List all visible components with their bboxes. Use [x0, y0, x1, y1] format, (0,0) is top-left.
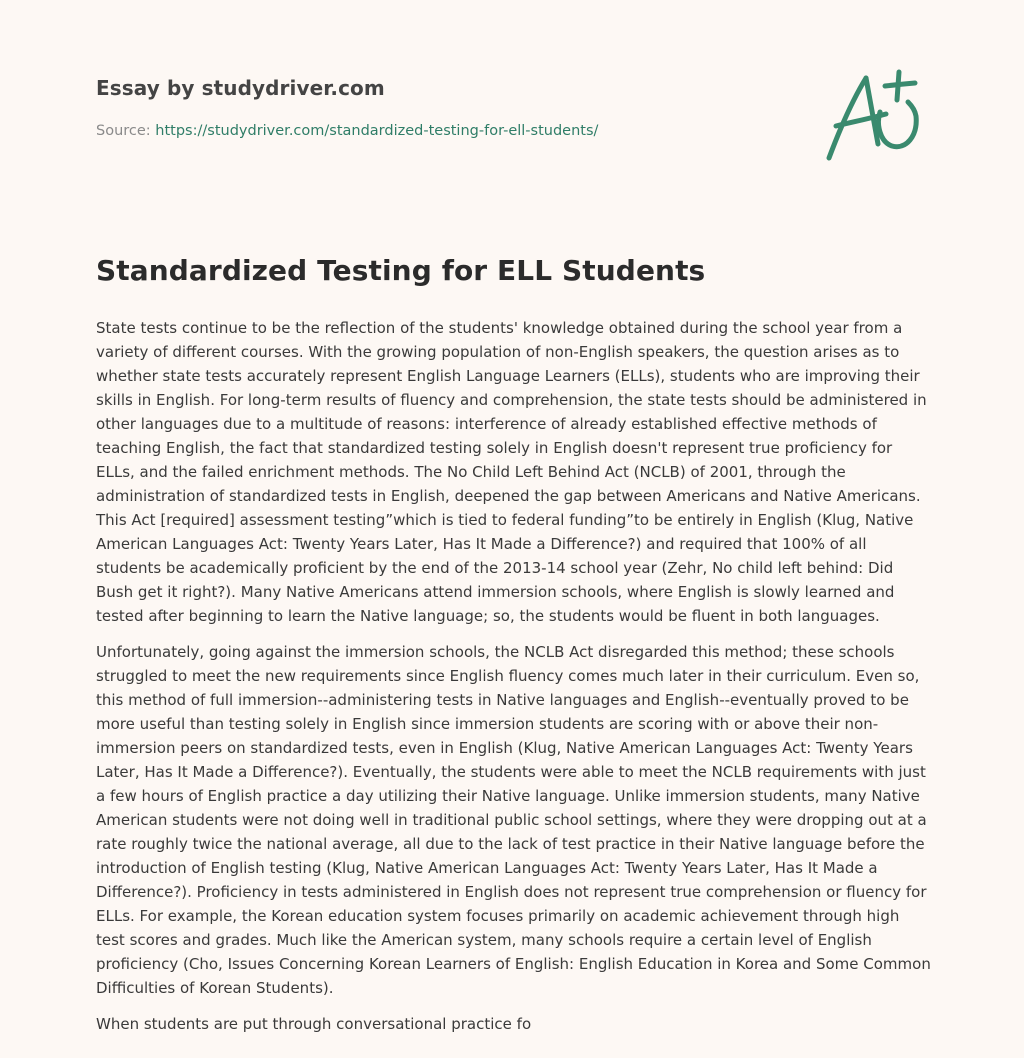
document-title: Standardized Testing for ELL Students — [96, 254, 706, 287]
source-link[interactable]: https://studydriver.com/standardized-testing-for-ell-students/ — [155, 123, 599, 139]
source-label: Source: — [96, 123, 151, 139]
essay-paragraph: State tests continue to be the reflection of the students' knowledge obtained during the school year from a variety of different courses. With the growing population of non-English speakers, the question arises as to whether state tests accurately represent English Language Learners (ELLs), students who are improving their skills in English. For long-term results of fluency and comprehension, the state tests should be administered in other languages due to a multitude of reasons: interference of already established effective methods of teaching English, the fact that standardized testing solely in English doesn't represent true proficiency for ELLs, and the failed enrichment methods. The No Child Left Behind Act (NCLB) of 2001, through the administration of standardized tests in English, deepened the gap between Americans and Native Americans. This Act [required] assessment testing”which is tied to federal funding”to be entirely in English (Klug, Native American Languages Act: Twenty Years Later, Has It Made a Difference?) and required that 100% of all students be academically proficient by the end of the 2013-14 school year (Zehr, No child left behind: Did Bush get it right?). Many Native Americans attend immersion schools, where English is slowly learned and tested after beginning to learn the Native language; so, the students would be fluent in both languages. — [96, 319, 927, 625]
essay-paragraph: Unfortunately, going against the immersion schools, the NCLB Act disregarded this method; these schools struggled to meet the new requirements since English fluency comes much later in their curriculum. Even so, this method of full immersion--administering tests in Native languages and English--eventually proved to be more useful than testing solely in English since immersion students are scoring with or above their non-immersion peers on standardized tests, even in English (Klug, Native American Languages Act: Twenty Years Later, Has It Made a Difference?). Eventually, the students were able to meet the NCLB requirements with just a few hours of English practice a day utilizing their Native language. Unlike immersion students, many Native American students were not doing well in traditional public school settings, where they were dropping out at a rate roughly twice the national average, all due to the lack of test practice in their Native language before the introduction of English testing (Klug, Native American Languages Act: Twenty Years Later, Has It Made a Difference?). Proficiency in tests administered in English does not represent true comprehension or fluency for ELLs. For example, the Korean education system focuses primarily on academic achievement through high test scores and grades. Much like the American system, many schools require a certain level of English proficiency (Cho, Issues Concerning Korean Learners of English: English Education in Korea and Some Common Difficulties of Korean Students). — [96, 643, 931, 997]
essay-paragraph: When students are put through conversational practice fo — [96, 1015, 532, 1033]
essay-body — [96, 316, 932, 1048]
a-plus-logo-icon — [820, 66, 930, 166]
site-header-title: Essay by studydriver.com — [96, 76, 385, 100]
source-line — [96, 123, 598, 139]
